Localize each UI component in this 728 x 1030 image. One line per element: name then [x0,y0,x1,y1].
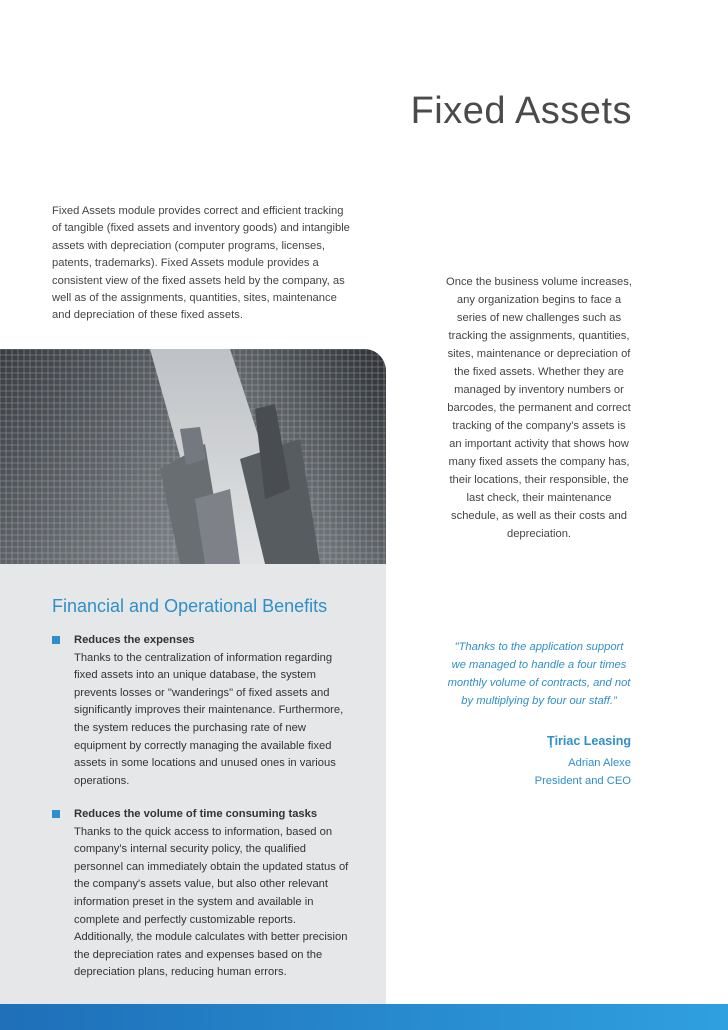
benefit-heading: Reduces the expenses [74,634,195,646]
page-title: Fixed Assets [410,90,632,132]
footer-bar [0,1004,728,1030]
benefit-item-reduces-time [52,806,352,982]
testimonial-name: Adrian Alexe [568,757,631,769]
skyscrapers-photo [0,349,386,564]
benefit-text: Thanks to the centralization of information regarding fixed assets into an unique database, the system prevents losses or "wanderings" of fixed assets and significantly improves their maintenance. Furthermore, the system reduces the purchasing rate of new equipment by correctly managing the available fixed assets in some locations and unused ones in various operations. [74,651,344,787]
testimonial-quote: "Thanks to the application support we managed to handle a four times monthly volume of contracts, and not by multiplying by four our staff.” [447,641,631,707]
square-bullet-icon [52,636,60,644]
benefit-item-reduces-expenses [52,632,352,790]
testimonial-role: President and CEO [534,775,631,787]
testimonial-person [535,754,631,790]
benefits-title: Financial and Operational Benefits [52,596,328,616]
testimonial-company: Ţiriac Leasing [546,734,631,748]
sidebar-paragraph-text: Once the business volume increases, any organization begins to face a series of new challenges such as tracking the assignments, quantities, sites, maintenance or depreciation of the fixed assets. Whether they are managed by inventory numbers or barcodes, the permanent and correct tracking of the company's assets is an important activity that shows how many fixed assets the company has, their locations, their responsible, the last check, their maintenance schedule, as well as their costs and depreciation. [446,276,632,540]
square-bullet-icon [52,810,60,818]
benefit-text: Thanks to the quick access to information, based on company's internal security policy, the qualified personnel can immediately obtain the updated status of the company's assets value, but also other relevant information preset in the system and available in complete and perfectly customizable reports. Additionally, the module calculates with better precision the depreciation rates and expenses based on the depreciation plans, reducing human errors. [74,825,349,979]
intro-paragraph: Fixed Assets module provides correct and efficient tracking of tangible (fixed assets and inventory goods) and intangible assets with depreciation (computer programs, licenses, patents, trademarks). Fixed Assets module provides a consistent view of the fixed assets held by the company, as well as of the assignments, quantities, sites, maintenance and depreciation of these fixed assets. [52,205,350,322]
skyscrapers-illustration [0,349,386,564]
sidebar-paragraph [446,273,632,543]
benefit-heading: Reduces the volume of time consuming tasks [74,808,318,820]
